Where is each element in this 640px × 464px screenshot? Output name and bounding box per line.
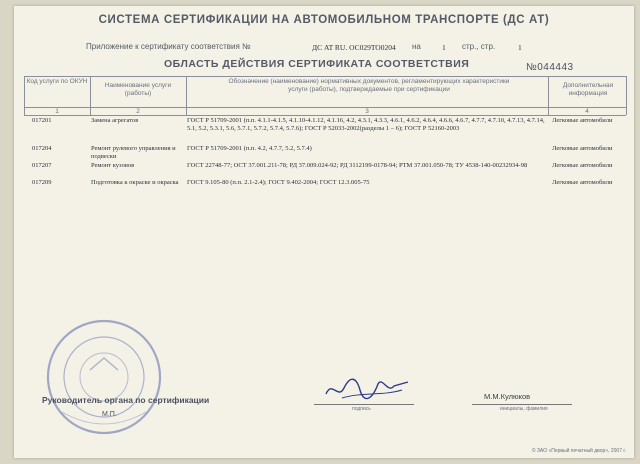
certificate-sheet <box>14 6 634 458</box>
service-code: 017201 <box>32 117 52 124</box>
column-number-3: 3 <box>365 108 369 115</box>
round-stamp <box>44 312 164 442</box>
service-name: Ремонт кузовов <box>91 162 135 169</box>
service-info: Легковые автомобили <box>552 117 613 124</box>
service-code: 017204 <box>32 145 52 152</box>
name-caption: инициалы, фамилия <box>500 406 548 412</box>
printer-footer: © ЗАО «Первый печатный двор», 2007 г. <box>531 448 626 454</box>
serial-number: №044443 <box>526 62 574 73</box>
service-info: Легковые автомобили <box>552 179 613 186</box>
column-number-2: 2 <box>136 108 140 115</box>
signature-caption: подпись <box>352 406 371 412</box>
header-info: Дополнительная информация <box>562 82 614 97</box>
cert-number: ДС AT RU. ОС029ТО0204 <box>312 43 396 52</box>
service-info: Легковые автомобили <box>552 145 613 152</box>
service-name: Подготовка к окраске и окраска <box>91 179 179 186</box>
header-docs: Обозначение (наименование) нормативных документов, регламентирующих характеристики услуги (работы), подтверждаемые при сертификации <box>228 78 510 93</box>
head-of-body-label: Руководитель органа по сертификации <box>42 395 210 405</box>
column-number-4: 4 <box>585 108 589 115</box>
area-title: ОБЛАСТЬ ДЕЙСТВИЯ СЕРТИФИКАТА СООТВЕТСТВИЯ <box>164 58 470 70</box>
stamp-mark: М.П. <box>102 411 117 418</box>
service-docs: ГОСТ Р 51709-2001 (п.п. 4.1.1-4.1.5, 4.1.10-4.1.12, 4.1.16, 4.2, 4.3.1, 4.3.3, 4.6.1, 4.6.2, 4.6.4, 4.6.6, 4.6.7, 4.7.7, 4.7.10, 4.7.13, 4.7.14, 5.1, 5.2, 5.3.1, 5.6, 5.7.1, 5.7.2, 5.7.4, 5.7.6); ГОСТ Р 52033-2002(разделы 1 – 6); ГОСТ Р 52160-2003 <box>187 117 545 132</box>
annex-page: 1 <box>518 43 522 52</box>
system-title: СИСТЕМА СЕРТИФИКАЦИИ НА АВТОМОБИЛЬНОМ ТРАНСПОРТЕ (ДС АТ) <box>98 14 550 26</box>
service-code: 017209 <box>32 179 52 186</box>
annex-pages-label: стр., стр. <box>462 42 496 51</box>
service-name: Ремонт рулевого управления и подвески <box>91 145 176 160</box>
annex-pages: 1 <box>442 43 446 52</box>
service-code: 017207 <box>32 162 52 169</box>
signature <box>322 370 412 406</box>
signer-name: М.М.Кулюков <box>484 392 531 401</box>
service-docs: ГОСТ 22748-77; ОСТ 37.001.211-78; РД 37.009.024-92; РД 3112199-0178-94; РТМ 37.001.050-78; ТУ 4538-140-00232934-98 <box>187 162 528 169</box>
name-line <box>472 404 572 405</box>
service-docs: ГОСТ Р 51709-2001 (п.п. 4.2, 4.7.7, 5.2, 5.7.4) <box>187 145 312 152</box>
service-name: Замена агрегатов <box>91 117 139 124</box>
service-info: Легковые автомобили <box>552 162 613 169</box>
header-code: Код услуги по ОКУН <box>26 78 88 85</box>
annex-on-label: на <box>412 42 421 51</box>
signature-line <box>314 404 414 405</box>
column-number-1: 1 <box>55 108 59 115</box>
service-docs: ГОСТ 9.105-80 (п.п. 2.1-2.4); ГОСТ 9.402-2004; ГОСТ 12.3.005-75 <box>187 179 370 186</box>
header-name: Наименование услуги (работы) <box>104 82 172 97</box>
annex-label: Приложение к сертификату соответствия № <box>86 42 251 51</box>
